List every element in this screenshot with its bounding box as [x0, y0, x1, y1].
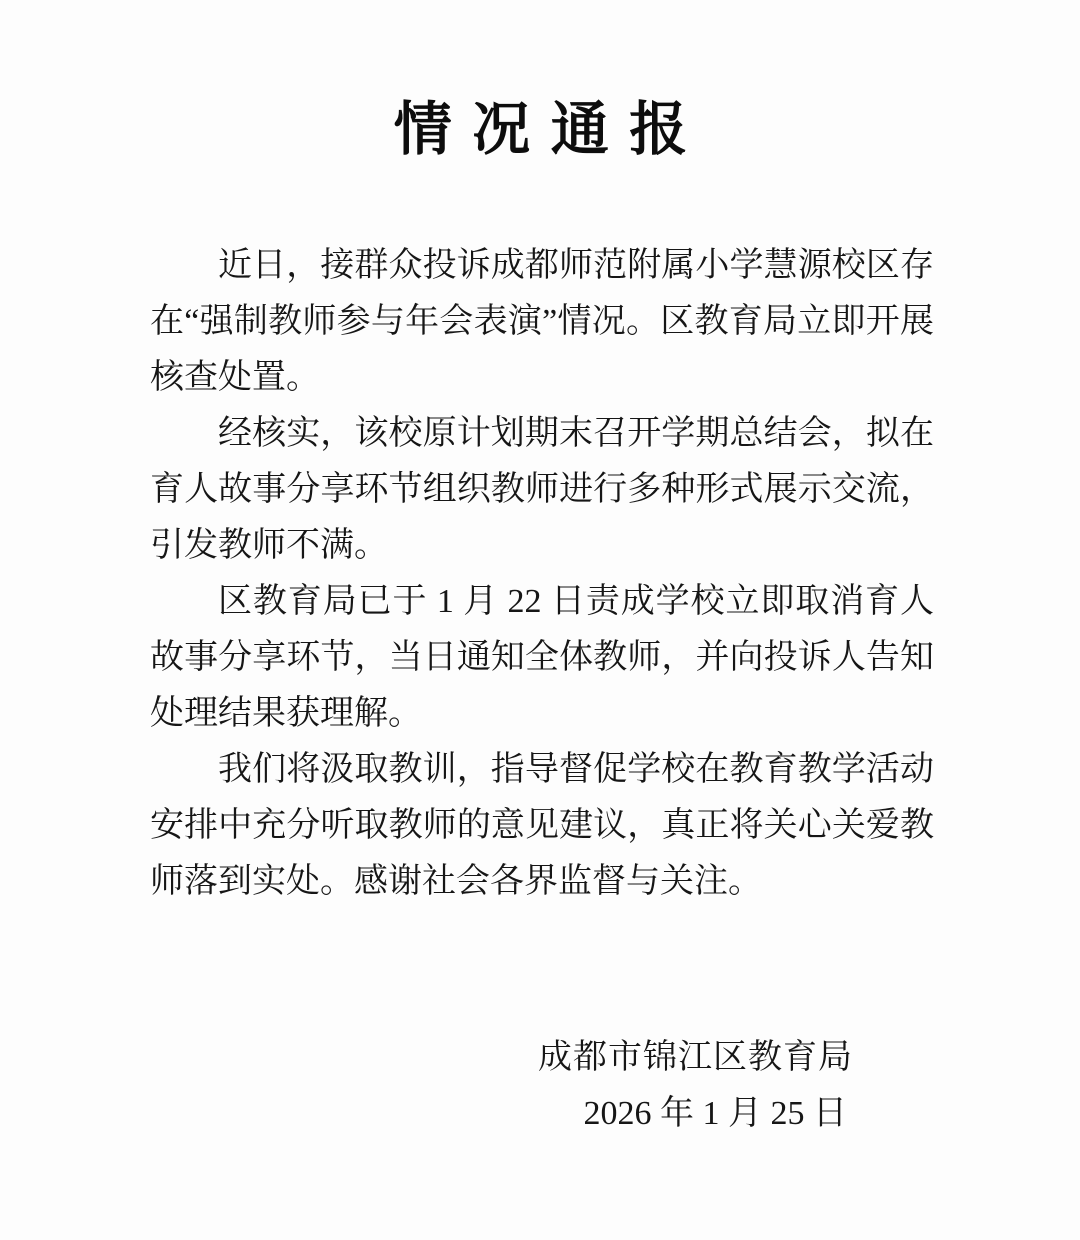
paragraph-verification-findings: 经核实，该校原计划期末召开学期总结会，拟在育人故事分享环节组织教师进行多种形式展示交流，引发教师不满。 [150, 415, 934, 564]
paragraph-corrective-action: 区教育局已于 1 月 22 日责成学校立即取消育人故事分享环节，当日通知全体教师，并向投诉人告知处理结果获理解。 [150, 583, 934, 732]
signature-block [150, 1030, 934, 1142]
paragraph-lessons-learned: 我们将汲取教训，指导督促学校在教育教学活动安排中充分听取教师的意见建议，真正将关心关爱教师落到实处。感谢社会各界监督与关注。 [150, 751, 934, 900]
issue-date: 2026 年 1 月 25 日 [583, 1095, 847, 1132]
page-title: 情 况 通 报 [393, 97, 691, 162]
notice-body [150, 238, 934, 910]
paragraph-complaint-received: 近日，接群众投诉成都师范附属小学慧源校区存在“强制教师参与年会表演”情况。区教育局立即开展核查处置。 [150, 247, 934, 396]
issuing-agency: 成都市锦江区教育局 [538, 1039, 853, 1076]
